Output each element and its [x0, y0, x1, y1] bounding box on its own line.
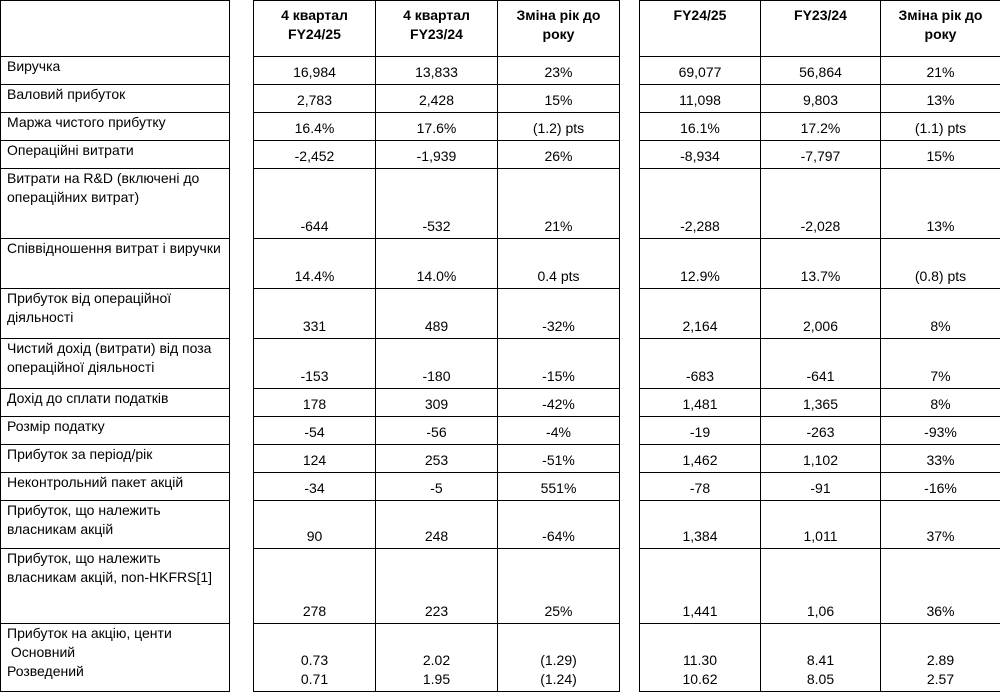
quarter-value-cell: -4% — [498, 417, 620, 445]
quarter-column-header: 4 квартал FY23/24 — [376, 1, 498, 57]
eps-label-cell — [1, 624, 230, 692]
quarter-value-cell: 15% — [498, 85, 620, 113]
year-value-cell: -2,028 — [761, 169, 881, 239]
year-value-cell: -19 — [640, 417, 761, 445]
table-row — [640, 389, 1000, 417]
quarter-value-cell: 124 — [254, 445, 376, 473]
table-row — [640, 57, 1000, 85]
row-label: Розмір податку — [1, 417, 230, 445]
table-row — [1, 85, 230, 113]
eps-diluted-label-text: Розведений — [7, 663, 84, 679]
table-row — [254, 501, 620, 549]
quarter-header-row — [254, 1, 620, 57]
quarter-value-cell: 253 — [376, 445, 498, 473]
year-value-cell: 1,462 — [640, 445, 761, 473]
table-row — [254, 473, 620, 501]
row-label: Прибуток, що належить власникам акцій — [1, 501, 230, 549]
quarter-value-cell: 17.6% — [376, 113, 498, 141]
eps-diluted-value: 2.57 — [887, 670, 994, 689]
table-row — [254, 445, 620, 473]
eps-title-text: Прибуток на акцію, центи — [7, 625, 172, 641]
quarter-value-cell: -180 — [376, 339, 498, 389]
table-row — [640, 169, 1000, 239]
year-value-cell: -2,288 — [640, 169, 761, 239]
year-value-cell: 2,164 — [640, 289, 761, 339]
table-row — [640, 85, 1000, 113]
quarter-eps-cell — [498, 624, 620, 692]
quarter-value-cell: -42% — [498, 389, 620, 417]
table-row — [1, 549, 230, 624]
table-row — [1, 445, 230, 473]
eps-diluted-value: 0.71 — [260, 670, 369, 689]
year-value-cell: 33% — [881, 445, 1000, 473]
quarter-column-header: Зміна рік до року — [498, 1, 620, 57]
table-row — [254, 389, 620, 417]
quarter-value-cell: -5 — [376, 473, 498, 501]
eps-basic-value: 2.89 — [887, 651, 994, 670]
quarter-value-cell: 26% — [498, 141, 620, 169]
quarter-value-cell: 551% — [498, 473, 620, 501]
quarter-value-cell: 21% — [498, 169, 620, 239]
quarter-value-cell: -644 — [254, 169, 376, 239]
table-row — [1, 339, 230, 389]
table-row — [640, 417, 1000, 445]
year-column-header: Зміна рік до року — [881, 1, 1000, 57]
year-value-cell: 9,803 — [761, 85, 881, 113]
table-row — [1, 473, 230, 501]
table-row — [1, 169, 230, 239]
table-row — [1, 289, 230, 339]
year-eps-cell — [761, 624, 881, 692]
row-label: Прибуток за період/рік — [1, 445, 230, 473]
table-row — [640, 289, 1000, 339]
table-row — [640, 549, 1000, 624]
quarter-value-cell: -32% — [498, 289, 620, 339]
quarter-value-cell: 489 — [376, 289, 498, 339]
year-value-cell: 17.2% — [761, 113, 881, 141]
year-value-cell: 1,384 — [640, 501, 761, 549]
quarter-value-cell: 23% — [498, 57, 620, 85]
table-row — [1, 113, 230, 141]
year-value-cell: 69,077 — [640, 57, 761, 85]
eps-row — [1, 624, 230, 692]
quarter-eps-cell — [254, 624, 376, 692]
table-row — [1, 501, 230, 549]
quarter-value-cell: (1.2) pts — [498, 113, 620, 141]
year-value-cell: 8% — [881, 289, 1000, 339]
quarter-value-cell: -153 — [254, 339, 376, 389]
quarter-column-header: 4 квартал FY24/25 — [254, 1, 376, 57]
year-value-cell: -683 — [640, 339, 761, 389]
year-value-cell: 1,06 — [761, 549, 881, 624]
eps-diluted-value: 8.05 — [767, 670, 874, 689]
year-value-cell: 12.9% — [640, 239, 761, 289]
quarter-value-cell: 14.0% — [376, 239, 498, 289]
eps-basic-label-text: Основний — [11, 644, 75, 660]
year-eps-cell — [881, 624, 1000, 692]
quarter-value-cell: 2,428 — [376, 85, 498, 113]
table-row — [640, 339, 1000, 389]
year-value-cell: -91 — [761, 473, 881, 501]
header-row — [1, 1, 230, 57]
year-value-cell: 7% — [881, 339, 1000, 389]
quarter-value-cell: 13,833 — [376, 57, 498, 85]
quarter-value-cell: 16.4% — [254, 113, 376, 141]
eps-title — [7, 624, 223, 643]
year-value-cell: (1.1) pts — [881, 113, 1000, 141]
eps-diluted-label — [7, 662, 223, 681]
row-label: Чистий дохід (витрати) від поза операційної діяльності — [1, 339, 230, 389]
table-row — [640, 473, 1000, 501]
eps-diluted-value: (1.24) — [504, 670, 613, 689]
row-label: Дохід до сплати податків — [1, 389, 230, 417]
year-value-cell: 56,864 — [761, 57, 881, 85]
row-label: Валовий прибуток — [1, 85, 230, 113]
year-value-cell: 13.7% — [761, 239, 881, 289]
year-value-cell: 16.1% — [640, 113, 761, 141]
year-value-cell: 1,365 — [761, 389, 881, 417]
year-value-cell: 15% — [881, 141, 1000, 169]
year-value-cell: 11,098 — [640, 85, 761, 113]
year-value-cell: -263 — [761, 417, 881, 445]
year-value-cell: -78 — [640, 473, 761, 501]
table-row — [640, 445, 1000, 473]
eps-diluted-value: 10.62 — [646, 670, 754, 689]
year-eps-cell — [640, 624, 761, 692]
eps-basic-label — [7, 643, 223, 662]
quarter-value-cell: -532 — [376, 169, 498, 239]
year-value-cell: 1,011 — [761, 501, 881, 549]
quarter-value-cell: -15% — [498, 339, 620, 389]
year-value-cell: 13% — [881, 169, 1000, 239]
row-label: Виручка — [1, 57, 230, 85]
year-column-header: FY24/25 — [640, 1, 761, 57]
quarter-value-cell: 309 — [376, 389, 498, 417]
header-empty-cell — [1, 1, 230, 57]
year-value-cell: 1,481 — [640, 389, 761, 417]
eps-basic-value: 0.73 — [260, 651, 369, 670]
quarter-value-cell: -64% — [498, 501, 620, 549]
year-eps-row — [640, 624, 1000, 692]
table-row — [254, 289, 620, 339]
eps-basic-value: (1.29) — [504, 651, 613, 670]
table-row — [1, 417, 230, 445]
quarter-value-cell: 278 — [254, 549, 376, 624]
eps-basic-value: 11.30 — [646, 651, 754, 670]
quarter-value-cell: 16,984 — [254, 57, 376, 85]
table-row — [640, 141, 1000, 169]
quarter-value-cell: 90 — [254, 501, 376, 549]
year-value-cell: -7,797 — [761, 141, 881, 169]
table-row — [640, 113, 1000, 141]
table-row — [1, 57, 230, 85]
annual-results-table — [639, 0, 1000, 692]
year-value-cell: -641 — [761, 339, 881, 389]
quarter-value-cell: -56 — [376, 417, 498, 445]
quarter-value-cell: 0.4 pts — [498, 239, 620, 289]
eps-basic-value: 8.41 — [767, 651, 874, 670]
row-labels-table — [0, 0, 230, 692]
eps-basic-value: 2.02 — [382, 651, 491, 670]
row-label: Співвідношення витрат і виручки — [1, 239, 230, 289]
quarter-value-cell: 248 — [376, 501, 498, 549]
year-value-cell: 2,006 — [761, 289, 881, 339]
table-row — [254, 85, 620, 113]
row-label: Операційні витрати — [1, 141, 230, 169]
quarter-value-cell: 178 — [254, 389, 376, 417]
year-value-cell: -8,934 — [640, 141, 761, 169]
table-row — [640, 501, 1000, 549]
row-label: Неконтрольний пакет акцій — [1, 473, 230, 501]
year-value-cell: 36% — [881, 549, 1000, 624]
year-value-cell: (0.8) pts — [881, 239, 1000, 289]
year-value-cell: -16% — [881, 473, 1000, 501]
year-value-cell: -93% — [881, 417, 1000, 445]
quarter-value-cell: -51% — [498, 445, 620, 473]
table-row — [254, 141, 620, 169]
year-value-cell: 21% — [881, 57, 1000, 85]
table-row — [254, 169, 620, 239]
table-row — [254, 113, 620, 141]
quarter-value-cell: 331 — [254, 289, 376, 339]
year-value-cell: 37% — [881, 501, 1000, 549]
year-column-header: FY23/24 — [761, 1, 881, 57]
quarter-value-cell: -34 — [254, 473, 376, 501]
table-row — [254, 339, 620, 389]
year-value-cell: 1,102 — [761, 445, 881, 473]
quarter-value-cell: 223 — [376, 549, 498, 624]
quarter-value-cell: 2,783 — [254, 85, 376, 113]
quarter-eps-row — [254, 624, 620, 692]
year-value-cell: 8% — [881, 389, 1000, 417]
row-label: Прибуток від операційної діяльності — [1, 289, 230, 339]
table-row — [254, 417, 620, 445]
year-value-cell: 13% — [881, 85, 1000, 113]
eps-diluted-value: 1.95 — [382, 670, 491, 689]
row-label: Витрати на R&D (включені до операційних витрат) — [1, 169, 230, 239]
table-row — [254, 239, 620, 289]
quarter-value-cell: -1,939 — [376, 141, 498, 169]
row-label: Прибуток, що належить власникам акцій, non-HKFRS[1] — [1, 549, 230, 624]
quarter-eps-cell — [376, 624, 498, 692]
table-row — [254, 57, 620, 85]
table-row — [1, 239, 230, 289]
quarter-value-cell: -2,452 — [254, 141, 376, 169]
table-row — [1, 389, 230, 417]
table-row — [254, 549, 620, 624]
table-row — [1, 141, 230, 169]
quarter-value-cell: -54 — [254, 417, 376, 445]
year-value-cell: 1,441 — [640, 549, 761, 624]
row-label: Маржа чистого прибутку — [1, 113, 230, 141]
table-row — [640, 239, 1000, 289]
year-header-row — [640, 1, 1000, 57]
quarter-value-cell: 25% — [498, 549, 620, 624]
quarterly-results-table — [253, 0, 620, 692]
quarter-value-cell: 14.4% — [254, 239, 376, 289]
